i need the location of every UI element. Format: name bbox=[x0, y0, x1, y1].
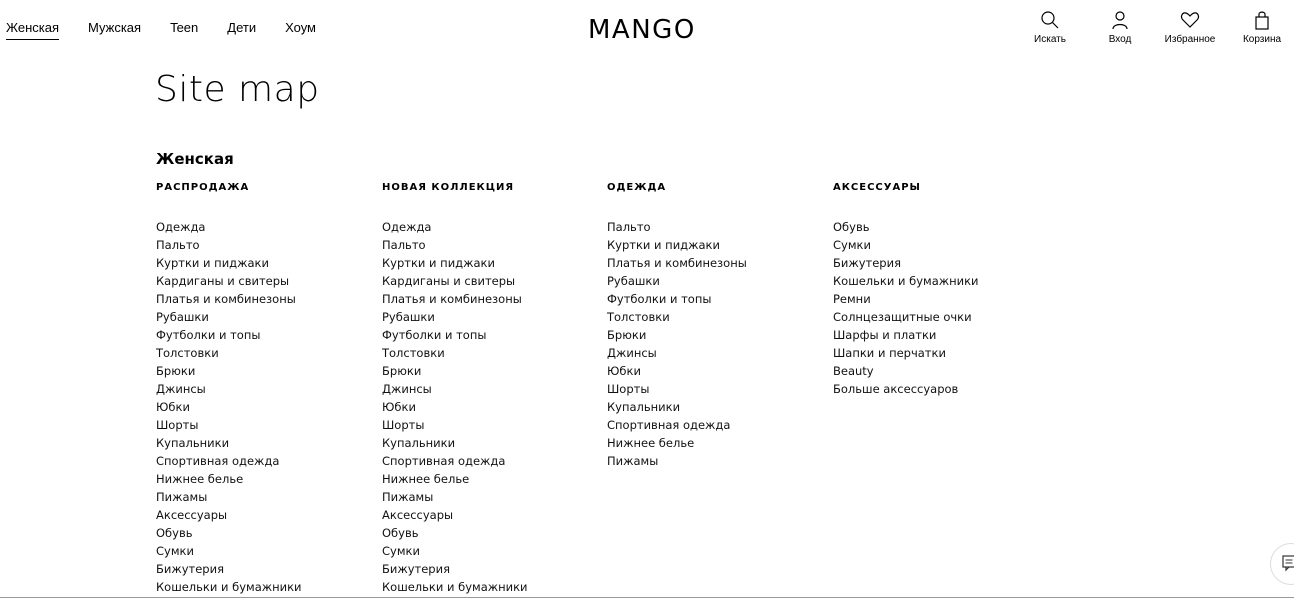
sitemap-link[interactable]: Шорты bbox=[156, 418, 199, 432]
tab-teen[interactable]: Teen bbox=[170, 20, 199, 35]
sitemap-link[interactable]: Шапки и перчатки bbox=[833, 346, 946, 360]
sitemap-link[interactable]: Спортивная одежда bbox=[382, 454, 506, 468]
link-list bbox=[156, 218, 376, 596]
chat-button[interactable] bbox=[1270, 543, 1294, 585]
sitemap-link[interactable]: Пижамы bbox=[156, 490, 208, 504]
sitemap-link[interactable]: Куртки и пиджаки bbox=[607, 238, 720, 252]
sitemap-link[interactable]: Купальники bbox=[607, 400, 681, 414]
sitemap-link[interactable]: Нижнее белье bbox=[156, 472, 244, 486]
link-list bbox=[382, 218, 602, 596]
top-navigation bbox=[0, 0, 1294, 58]
chat-icon bbox=[1281, 554, 1294, 572]
sitemap-link[interactable]: Нижнее белье bbox=[607, 436, 695, 450]
sitemap-link[interactable]: Шорты bbox=[607, 382, 650, 396]
column-heading: ОДЕЖДА bbox=[607, 182, 667, 193]
sitemap-link[interactable]: Платья и комбинезоны bbox=[156, 292, 296, 306]
sitemap-link[interactable]: Куртки и пиджаки bbox=[382, 256, 495, 270]
sitemap-link[interactable]: Сумки bbox=[382, 544, 420, 558]
page-title: Site map bbox=[155, 69, 320, 110]
sitemap-link[interactable]: Футболки и топы bbox=[382, 328, 487, 342]
sitemap-link[interactable]: Пижамы bbox=[382, 490, 434, 504]
sitemap-link[interactable]: Кардиганы и свитеры bbox=[382, 274, 516, 288]
sitemap-link[interactable]: Сумки bbox=[156, 544, 194, 558]
sitemap-link[interactable]: Толстовки bbox=[607, 310, 670, 324]
sitemap-link[interactable]: Шарфы и платки bbox=[833, 328, 937, 342]
favorites-button[interactable] bbox=[1160, 10, 1220, 45]
sitemap-link[interactable]: Бижутерия bbox=[382, 562, 450, 576]
sitemap-link[interactable]: Джинсы bbox=[156, 382, 206, 396]
sitemap-link[interactable]: Толстовки bbox=[156, 346, 219, 360]
sitemap-link[interactable]: Спортивная одежда bbox=[607, 418, 731, 432]
sitemap-link[interactable]: Пальто bbox=[607, 220, 651, 234]
column-heading: РАСПРОДАЖА bbox=[156, 182, 250, 193]
sitemap-link[interactable]: Платья и комбинезоны bbox=[607, 256, 747, 270]
gender-tabs bbox=[6, 20, 316, 40]
login-label: Вход bbox=[1108, 34, 1132, 45]
sitemap-link[interactable]: Нижнее белье bbox=[382, 472, 470, 486]
sitemap-link[interactable]: Шорты bbox=[382, 418, 425, 432]
sitemap-link[interactable]: Кошельки и бумажники bbox=[382, 580, 528, 594]
sitemap-link[interactable]: Рубашки bbox=[382, 310, 435, 324]
heart-icon bbox=[1180, 10, 1200, 30]
sitemap-link[interactable]: Юбки bbox=[607, 364, 641, 378]
cart-label: Корзина bbox=[1242, 34, 1282, 45]
column-heading: АКСЕССУАРЫ bbox=[833, 182, 921, 193]
sitemap-link[interactable]: Брюки bbox=[382, 364, 422, 378]
search-label: Искать bbox=[1034, 34, 1066, 45]
cart-button[interactable] bbox=[1240, 10, 1284, 45]
sitemap-link[interactable]: Бижутерия bbox=[833, 256, 901, 270]
sitemap-link[interactable]: Обувь bbox=[833, 220, 870, 234]
column-sale bbox=[156, 182, 376, 596]
column-clothing bbox=[607, 182, 827, 470]
sitemap-link[interactable]: Спортивная одежда bbox=[156, 454, 280, 468]
sitemap-link[interactable]: Рубашки bbox=[607, 274, 660, 288]
sitemap-link[interactable]: Солнцезащитные очки bbox=[833, 310, 972, 324]
sitemap-link[interactable]: Куртки и пиджаки bbox=[156, 256, 269, 270]
sitemap-link[interactable]: Больше аксессуаров bbox=[833, 382, 959, 396]
sitemap-link[interactable]: Футболки и топы bbox=[607, 292, 712, 306]
sitemap-link[interactable]: Beauty bbox=[833, 364, 874, 378]
sitemap-link[interactable]: Купальники bbox=[382, 436, 456, 450]
link-list bbox=[607, 218, 827, 470]
sitemap-link[interactable]: Брюки bbox=[156, 364, 196, 378]
mango-logo[interactable] bbox=[588, 14, 716, 47]
sitemap-link[interactable]: Пижамы bbox=[607, 454, 659, 468]
search-icon bbox=[1040, 10, 1060, 30]
bag-icon bbox=[1252, 10, 1272, 30]
sitemap-link[interactable]: Рубашки bbox=[156, 310, 209, 324]
sitemap-link[interactable]: Обувь bbox=[382, 526, 419, 540]
user-icon bbox=[1110, 10, 1130, 30]
sitemap-link[interactable]: Кошельки и бумажники bbox=[833, 274, 979, 288]
sitemap-link[interactable]: Футболки и топы bbox=[156, 328, 261, 342]
sitemap-link[interactable]: Пальто bbox=[382, 238, 426, 252]
favorites-label: Избранное bbox=[1164, 34, 1216, 45]
sitemap-link[interactable]: Купальники bbox=[156, 436, 230, 450]
column-accessories bbox=[833, 182, 1053, 398]
sitemap-link[interactable]: Толстовки bbox=[382, 346, 445, 360]
tab-home[interactable]: Хоум bbox=[285, 20, 316, 35]
sitemap-link[interactable]: Аксессуары bbox=[156, 508, 228, 522]
logo-text: MANGO bbox=[588, 15, 696, 42]
sitemap-link[interactable]: Одежда bbox=[156, 220, 206, 234]
search-button[interactable] bbox=[1030, 10, 1070, 45]
sitemap-link[interactable]: Джинсы bbox=[607, 346, 657, 360]
sitemap-link[interactable]: Кошельки и бумажники bbox=[156, 580, 302, 594]
login-button[interactable] bbox=[1100, 10, 1140, 45]
sitemap-link[interactable]: Брюки bbox=[607, 328, 647, 342]
tab-men[interactable]: Мужская bbox=[88, 20, 142, 35]
sitemap-link[interactable]: Ремни bbox=[833, 292, 871, 306]
sitemap-link[interactable]: Кардиганы и свитеры bbox=[156, 274, 290, 288]
section-title: Женская bbox=[156, 150, 234, 168]
column-new-collection bbox=[382, 182, 602, 596]
tab-women[interactable]: Женская bbox=[6, 20, 59, 40]
sitemap-link[interactable]: Пальто bbox=[156, 238, 200, 252]
sitemap-link[interactable]: Платья и комбинезоны bbox=[382, 292, 522, 306]
sitemap-link[interactable]: Джинсы bbox=[382, 382, 432, 396]
sitemap-link[interactable]: Одежда bbox=[382, 220, 432, 234]
tab-kids[interactable]: Дети bbox=[227, 20, 257, 35]
sitemap-link[interactable]: Обувь bbox=[156, 526, 193, 540]
sitemap-link[interactable]: Юбки bbox=[382, 400, 416, 414]
sitemap-link[interactable]: Бижутерия bbox=[156, 562, 224, 576]
link-list bbox=[833, 218, 1053, 398]
sitemap-link[interactable]: Юбки bbox=[156, 400, 190, 414]
sitemap-link[interactable]: Сумки bbox=[833, 238, 871, 252]
sitemap-link[interactable]: Аксессуары bbox=[382, 508, 454, 522]
column-heading: НОВАЯ КОЛЛЕКЦИЯ bbox=[382, 182, 515, 193]
